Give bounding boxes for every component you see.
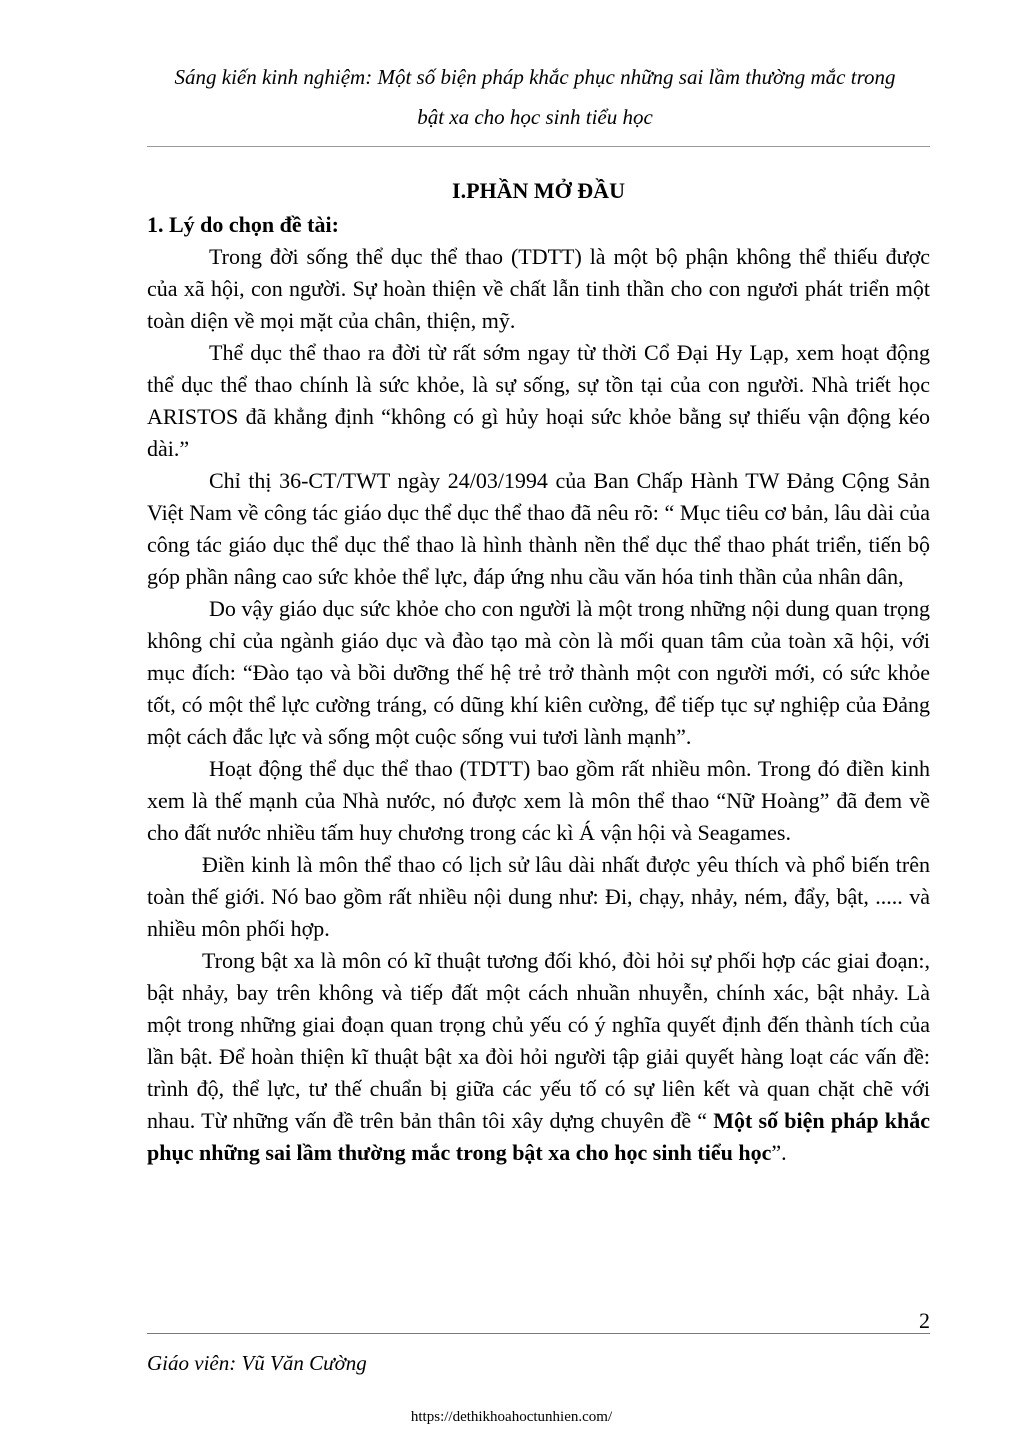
paragraph-1: Trong đời sống thể dục thể thao (TDTT) là một bộ phận không thể thiếu được của xã hội, con người. Sự hoàn thiện về chất lẫn tinh thần cho con ngươi phát triển một toàn diện về mọi mặt của chân, thiện, mỹ.: [147, 244, 930, 333]
footer-divider: [147, 1333, 930, 1334]
source-url: https://dethikhoahoctunhien.com/: [410, 1409, 613, 1425]
header-line-1: Sáng kiến kinh nghiệm: Một số biện pháp khắc phục những sai lầm thường mắc trong: [174, 65, 896, 89]
running-header: [140, 57, 930, 137]
section-title: I.PHẦN MỞ ĐẦU: [452, 178, 625, 203]
paragraph-4: Do vậy giáo dục sức khỏe cho con người là một trong những nội dung quan trọng không chỉ của ngành giáo dục và đào tạo mà còn là mối quan tâm của toàn xã hội, với mục đích: “Đào tạo và bồi dưỡng thế hệ trẻ trở thành một con người mới, có sức khỏe tốt, có một thể lực cường tráng, có dũng khí kiên cường, để tiếp tục sự nghiệp của Đảng một cách đắc lực và sống một cuộc sống vui tươi lành mạnh”.: [147, 596, 930, 749]
page-number: 2: [919, 1308, 930, 1333]
header-line-2: bật xa cho học sinh tiểu học: [417, 105, 653, 129]
main-content: [147, 175, 930, 1169]
paragraph-2: Thể dục thể thao ra đời từ rất sớm ngay từ thời Cổ Đại Hy Lạp, xem hoạt động thể dục thể thao chính là sức khỏe, là sự sống, sự tồn tại của con người. Nhà triết học ARISTOS đã khẳng định “không có gì hủy hoại sức khỏe bằng sự thiếu vận động kéo dài.”: [147, 340, 930, 461]
paragraph-7-end: ”.: [771, 1140, 787, 1165]
subheading: 1. Lý do chọn đề tài:: [147, 212, 339, 237]
paragraph-7: [147, 945, 930, 1169]
paragraph-7-text: Trong bật xa là môn có kĩ thuật tương đối khó, đòi hỏi sự phối hợp các giai đoạn:, bật nhảy, bay trên không và tiếp đất một cách nhuần nhuyễn, chính xác, bật nhảy. Là một trong những giai đoạn quan trọng chủ yếu có ý nghĩa quyết định đến thành tích của lần bật. Để hoàn thiện kĩ thuật bật xa đòi hỏi người tập giải quyết hàng loạt các vấn đề: trình độ, thể lực, tư thế chuẩn bị giữa các yếu tố có sự liên kết và quan chặt chẽ với nhau. Từ những vấn đề trên bản thân tôi xây dựng chuyên đề “: [147, 948, 930, 1133]
paragraph-5: Hoạt động thể dục thể thao (TDTT) bao gồm rất nhiều môn. Trong đó điền kinh xem là thế mạnh của Nhà nước, nó được xem là môn thể thao “Nữ Hoàng” đã đem về cho đất nước nhiều tấm huy chương trong các kì Á vận hội và Seagames.: [147, 756, 930, 845]
paragraph-6: Điền kinh là môn thể thao có lịch sử lâu dài nhất được yêu thích và phổ biến trên toàn thế giới. Nó bao gồm rất nhiều nội dung như: Đi, chạy, nhảy, ném, đẩy, bật, ..... và nhiều môn phối hợp.: [147, 852, 930, 941]
paragraph-3: Chỉ thị 36-CT/TWT ngày 24/03/1994 của Ban Chấp Hành TW Đảng Cộng Sản Việt Nam về công tác giáo dục thể dục thể thao đã nêu rõ: “ Mục tiêu cơ bản, lâu dài của công tác giáo dục thể dục thể thao là hình thành nền thể dục thể thao phát triển, tiến bộ góp phần nâng cao sức khỏe thể lực, đáp ứng nhu cầu văn hóa tinh thần của nhân dân,: [147, 468, 930, 589]
topic-title: Một số biện pháp khắc phục những sai lầm thường mắc trong bật xa cho học sinh tiểu học: [147, 1108, 930, 1165]
header-divider: [147, 146, 930, 147]
teacher-name: Giáo viên: Vũ Văn Cường: [147, 1351, 367, 1375]
